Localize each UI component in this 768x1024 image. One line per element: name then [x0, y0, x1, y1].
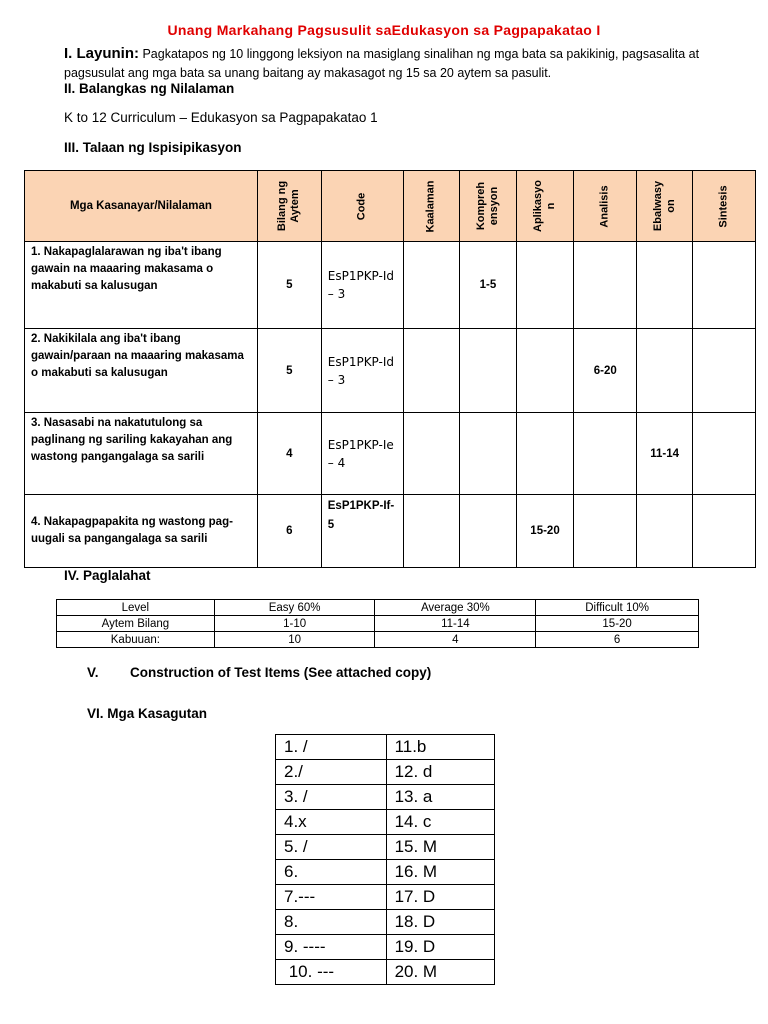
table-cell: 6: [536, 632, 699, 648]
table-cell: Kabuuan:: [57, 632, 215, 648]
answer-cell: 12. d: [386, 760, 494, 785]
komprehensyon-cell: [460, 413, 517, 495]
table-row: [276, 810, 495, 835]
table-header-row: [25, 171, 756, 242]
table-row: [276, 860, 495, 885]
code-cell: EsP1PKP-Ie – 4: [321, 413, 403, 495]
code-cell: EsP1PKP-If- 5: [321, 495, 403, 568]
header-cell: Komprehensyon: [460, 171, 517, 242]
answer-cell: 4.x: [276, 810, 387, 835]
table-row: [276, 735, 495, 760]
answer-key-table: [275, 734, 495, 985]
komprehensyon-cell: [460, 495, 517, 568]
topic-cell: 2. Nakikilala ang iba't ibang gawain/paraan na maaaring makasama o makabuti sa kalusugan: [25, 329, 258, 413]
code-cell: EsP1PKP-Id – 3: [321, 242, 403, 329]
table-row: [276, 885, 495, 910]
answer-cell: 17. D: [386, 885, 494, 910]
table-cell: Aytem Bilang: [57, 616, 215, 632]
header-cell: Analisis: [574, 171, 637, 242]
header-cell: Kaalaman: [403, 171, 460, 242]
analisis-cell: [574, 495, 637, 568]
header-cell: Ebalwasyon: [637, 171, 693, 242]
table-row: [25, 242, 756, 329]
section-3-heading: III. Talaan ng Ispisipikasyon: [64, 140, 242, 155]
answer-cell: 11.b: [386, 735, 494, 760]
table-row: [276, 785, 495, 810]
analisis-cell: 6-20: [574, 329, 637, 413]
objective-text: Pagkatapos ng 10 linggong leksiyon na masiglang sinalihan ng mga bata sa pakikinig, pagsasalita at pagsusulat ang mga bata sa unang baitang ay makasagot ng 15 sa 20 aytem sa pasulit.: [64, 47, 700, 80]
items-cell: 6: [257, 495, 321, 568]
answer-cell: 1. /: [276, 735, 387, 760]
answer-cell: 10. ---: [276, 960, 387, 985]
header-cell: Sintesis: [692, 171, 755, 242]
kaalaman-cell: [403, 242, 460, 329]
sintesis-cell: [692, 495, 755, 568]
analisis-cell: [574, 242, 637, 329]
items-cell: 5: [257, 242, 321, 329]
section-5-heading: Construction of Test Items (See attached copy): [130, 665, 432, 680]
komprehensyon-cell: [460, 329, 517, 413]
header-cell: Code: [321, 171, 403, 242]
aplikasyon-cell: [516, 329, 573, 413]
objective-paragraph: [64, 44, 714, 83]
table-row: [57, 616, 699, 632]
table-cell: 11-14: [375, 616, 536, 632]
document-title: Unang Markahang Pagsusulit saEdukasyon sa Pagpapakatao I: [167, 22, 601, 38]
sintesis-cell: [692, 329, 755, 413]
analisis-cell: [574, 413, 637, 495]
table-cell: Level: [57, 600, 215, 616]
ebalwasyon-cell: [637, 329, 693, 413]
answer-cell: 18. D: [386, 910, 494, 935]
table-cell: 4: [375, 632, 536, 648]
table-row: [276, 760, 495, 785]
aplikasyon-cell: 15-20: [516, 495, 573, 568]
table-row: [276, 835, 495, 860]
table-cell: Difficult 10%: [536, 600, 699, 616]
sintesis-cell: [692, 242, 755, 329]
komprehensyon-cell: 1-5: [460, 242, 517, 329]
topic-cell: 1. Nakapaglalarawan ng iba't ibang gawain na maaaring makasama o makabuti sa kalusugan: [25, 242, 258, 329]
header-cell: Mga Kasanayar/Nilalaman: [25, 171, 258, 242]
kaalaman-cell: [403, 495, 460, 568]
table-cell: Average 30%: [375, 600, 536, 616]
table-row: [57, 600, 699, 616]
header-cell: Bilang ng Aytem: [257, 171, 321, 242]
answer-cell: 15. M: [386, 835, 494, 860]
answer-cell: 8.: [276, 910, 387, 935]
table-row: [57, 632, 699, 648]
answer-cell: 9. ----: [276, 935, 387, 960]
table-cell: Easy 60%: [214, 600, 375, 616]
aplikasyon-cell: [516, 413, 573, 495]
table-row: [276, 935, 495, 960]
table-row: [25, 495, 756, 568]
table-row: [25, 329, 756, 413]
answer-cell: 20. M: [386, 960, 494, 985]
specification-table: [24, 170, 756, 568]
ebalwasyon-cell: [637, 242, 693, 329]
kaalaman-cell: [403, 329, 460, 413]
answer-cell: 3. /: [276, 785, 387, 810]
header-cell: Aplikasyon: [516, 171, 573, 242]
answer-cell: 16. M: [386, 860, 494, 885]
answer-cell: 19. D: [386, 935, 494, 960]
table-cell: 1-10: [214, 616, 375, 632]
aplikasyon-cell: [516, 242, 573, 329]
answer-cell: 6.: [276, 860, 387, 885]
answer-cell: 2./: [276, 760, 387, 785]
answer-cell: 5. /: [276, 835, 387, 860]
level-table: [56, 599, 699, 648]
ebalwasyon-cell: [637, 495, 693, 568]
sintesis-cell: [692, 413, 755, 495]
answer-cell: 7.---: [276, 885, 387, 910]
items-cell: 4: [257, 413, 321, 495]
table-row: [276, 910, 495, 935]
code-cell: EsP1PKP-Id – 3: [321, 329, 403, 413]
topic-cell: 4. Nakapagpapakita ng wastong pag-uugali sa pangangalaga sa sarili: [25, 495, 258, 568]
table-row: [25, 413, 756, 495]
section-2-content: K to 12 Curriculum – Edukasyon sa Pagpapakatao 1: [64, 110, 378, 125]
answer-cell: 14. c: [386, 810, 494, 835]
section-4-heading: IV. Paglalahat: [64, 568, 151, 583]
objective-label: I. Layunin:: [64, 45, 139, 62]
ebalwasyon-cell: 11-14: [637, 413, 693, 495]
topic-cell: 3. Nasasabi na nakatutulong sa paglinang ng sariling kakayahan ang wastong pangangalaga sa sarili: [25, 413, 258, 495]
table-row: [276, 960, 495, 985]
kaalaman-cell: [403, 413, 460, 495]
table-cell: 15-20: [536, 616, 699, 632]
section-2-heading: II. Balangkas ng Nilalaman: [64, 81, 235, 96]
section-6-heading: VI. Mga Kasagutan: [87, 706, 208, 721]
section-5-number: V.: [87, 665, 99, 680]
table-cell: 10: [214, 632, 375, 648]
items-cell: 5: [257, 329, 321, 413]
answer-cell: 13. a: [386, 785, 494, 810]
